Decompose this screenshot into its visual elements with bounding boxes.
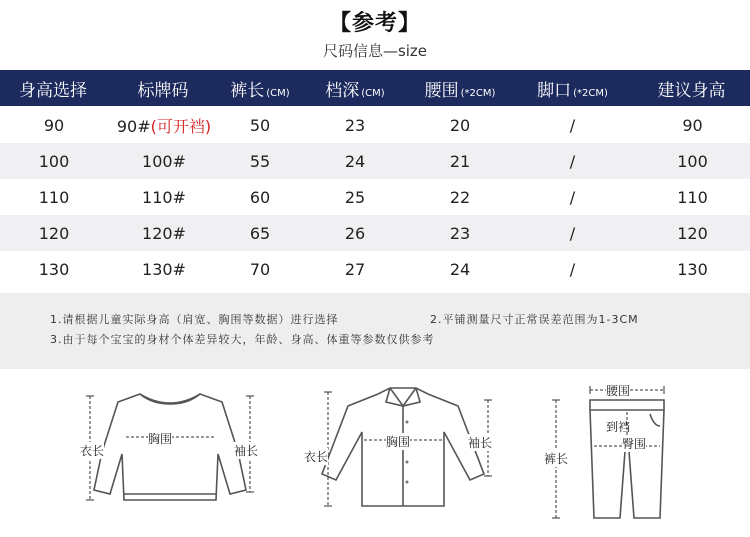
sweater-chest-label: 胸围 — [148, 432, 173, 446]
cell-waist: 23 — [449, 223, 471, 243]
table-row — [0, 143, 750, 179]
header-suggested-height: 建议身高 — [657, 80, 726, 101]
cell-rise: 26 — [344, 223, 366, 243]
cell-length: 65 — [249, 223, 271, 243]
cell-waist: 22 — [449, 187, 471, 207]
sweater-length-label: 衣长 — [80, 444, 105, 458]
cell-tag: 130# — [142, 259, 186, 279]
note-2: 2.平铺测量尺寸正常误差范围为1-3CM — [430, 313, 639, 326]
cell-tag: 90#(可开裆) — [116, 116, 212, 136]
cell-suggested: 110 — [677, 187, 708, 207]
table-row — [0, 179, 750, 215]
cell-rise: 24 — [344, 151, 366, 171]
cell-length: 70 — [249, 259, 271, 279]
cell-hem: / — [569, 151, 576, 171]
cell-length: 50 — [249, 115, 271, 135]
cell-rise: 27 — [344, 259, 366, 279]
cell-hem: / — [569, 115, 576, 135]
note-3: 3.由于每个宝宝的身材个体差异较大，年龄、身高、体重等参数仅供参考 — [50, 333, 435, 346]
note-1: 1.请根据儿童实际身高（肩宽、胸围等数据）进行选择 — [50, 313, 339, 326]
cell-length: 60 — [249, 187, 271, 207]
shirt-length-label: 衣长 — [304, 450, 329, 464]
sweater-diagram — [70, 382, 270, 522]
size-table-header — [0, 70, 750, 106]
sweater-sleeve-label: 袖长 — [234, 444, 259, 458]
header-pants-length: 裤长 (CM) — [230, 80, 290, 101]
pants-crotch-label: 到裆 — [606, 420, 631, 434]
cell-hem: / — [569, 223, 576, 243]
cell-hem: / — [569, 187, 576, 207]
header-waist: 腰围 (*2CM) — [424, 80, 496, 101]
header-height-choice: 身高选择 — [19, 80, 87, 101]
cell-rise: 25 — [344, 187, 366, 207]
cell-hem: / — [569, 259, 576, 279]
cell-waist: 20 — [449, 115, 471, 135]
header-rise: 档深 (CM) — [325, 80, 385, 101]
header-hem: 脚口 (*2CM) — [537, 80, 608, 101]
cell-height: 120 — [38, 223, 70, 243]
table-row — [0, 215, 750, 251]
pants-waist-label: 腰围 — [606, 384, 631, 398]
cell-suggested: 90 — [682, 115, 703, 135]
pants-diagram — [540, 378, 710, 528]
shirt-chest-label: 胸围 — [386, 435, 411, 449]
cell-height: 100 — [38, 151, 70, 171]
pants-length-label: 裤长 — [544, 452, 569, 466]
page-title: 【参考】 — [328, 11, 421, 36]
table-row — [0, 107, 750, 143]
cell-suggested: 100 — [677, 151, 708, 171]
notes-panel — [0, 293, 750, 369]
table-row — [0, 251, 750, 287]
cell-length: 55 — [249, 151, 271, 171]
cell-height: 90 — [43, 115, 65, 135]
cell-suggested: 120 — [677, 223, 708, 243]
shirt-sleeve-label: 袖长 — [468, 436, 493, 450]
header-tag-size: 标牌码 — [137, 80, 189, 101]
cell-height: 130 — [38, 259, 70, 279]
page-subtitle: 尺码信息—size — [322, 42, 428, 60]
shirt-icon — [298, 382, 508, 522]
cell-tag: 120# — [142, 223, 186, 243]
cell-suggested: 130 — [677, 259, 708, 279]
cell-tag: 100# — [142, 151, 186, 171]
pants-hip-label: 臀围 — [622, 437, 647, 451]
cell-waist: 21 — [449, 151, 471, 171]
cell-waist: 24 — [449, 259, 471, 279]
shirt-diagram — [298, 382, 508, 522]
cell-rise: 23 — [344, 115, 366, 135]
cell-tag: 110# — [142, 187, 186, 207]
cell-height: 110 — [38, 187, 70, 207]
